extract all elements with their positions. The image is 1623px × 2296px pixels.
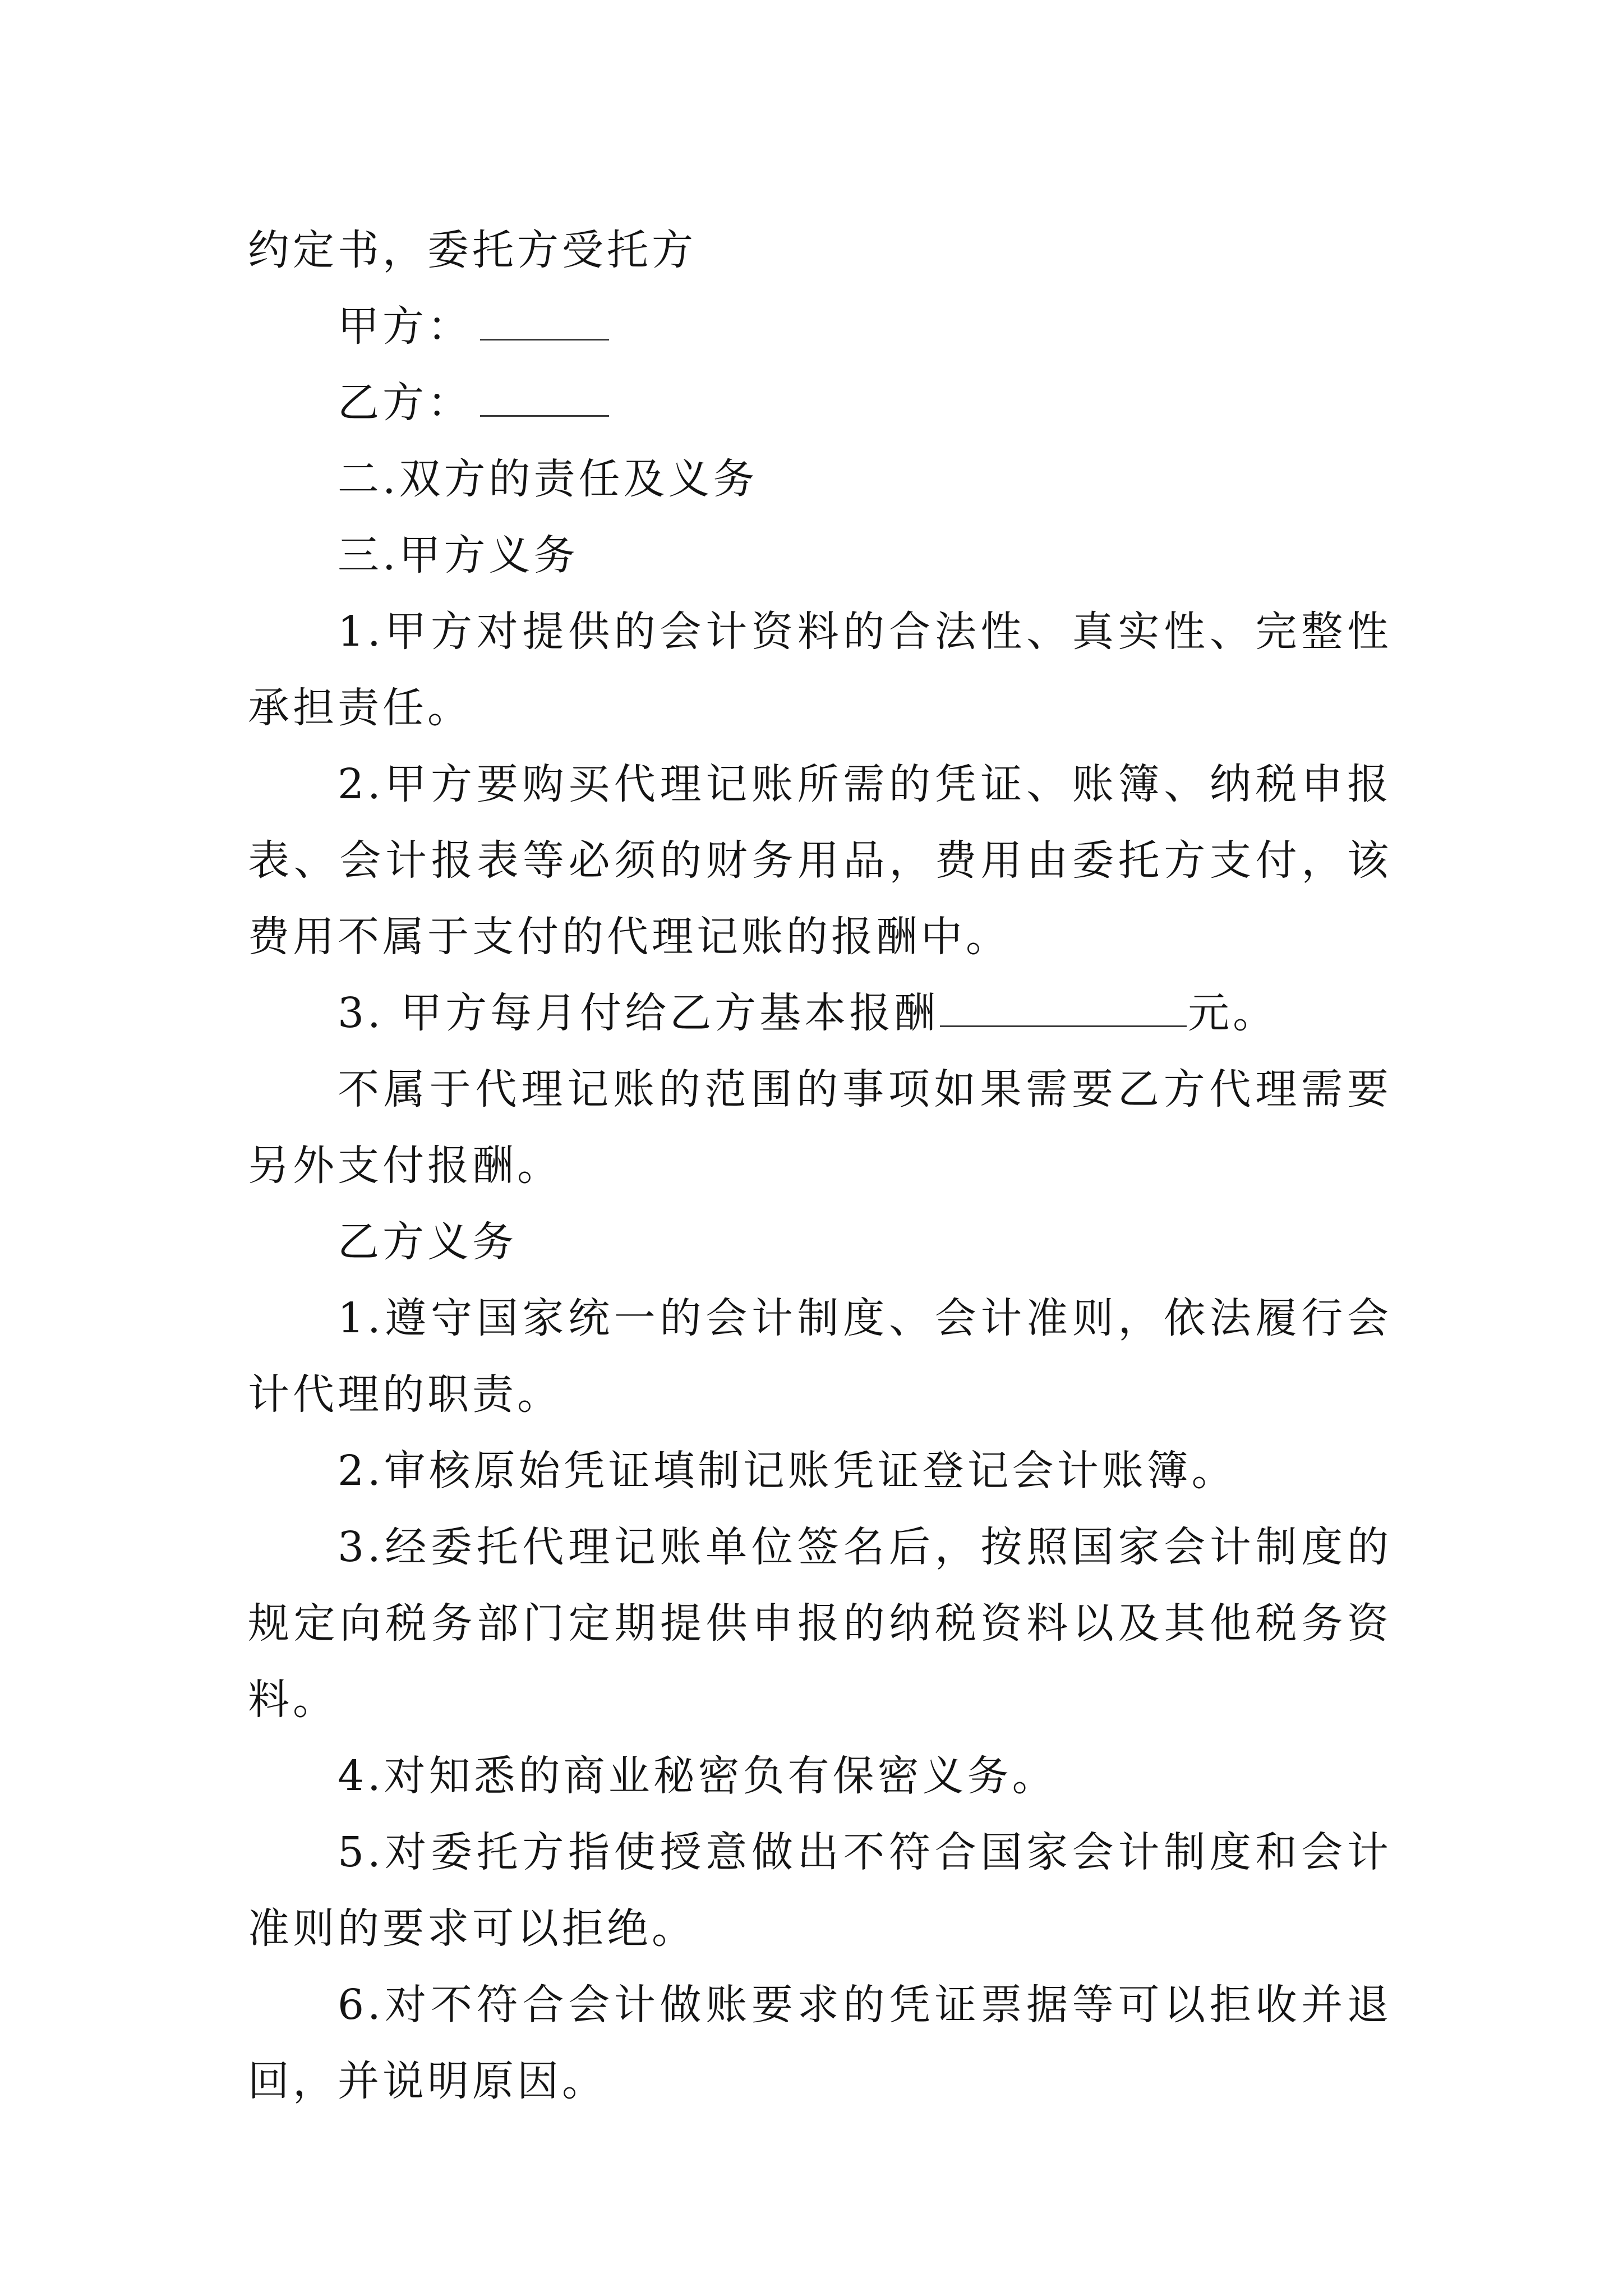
section-b-heading: 乙方义务 [338,1218,517,1266]
party-b-label: 乙方： [338,379,472,427]
document-body [248,212,1392,2119]
section-2-heading: 二.双方的责任及义务 [338,455,758,503]
party-b-line [248,365,1392,441]
party-b-duty-2: 2.审核原始凭证填制记账凭证登记会计账簿。 [338,1447,1237,1495]
party-a-duty-3-prefix: 3. 甲方每月付给乙方基本报酬 [338,989,939,1037]
party-b-duty-1: 1.遵守国家统一的会计制度、会计准则，依法履行会计代理的职责。 [248,1294,1392,1419]
party-a-duty-3-suffix: 元。 [1188,989,1278,1037]
party-b-duty-5: 5.对委托方指使授意做出不符合国家会计制度和会计准则的要求可以拒绝。 [248,1828,1392,1953]
party-b-duty-4: 4.对知悉的商业秘密负有保密义务。 [338,1752,1057,1800]
party-b-blank [480,376,609,417]
section-3-heading: 三.甲方义务 [338,531,579,579]
intro-line: 约定书，委托方受托方 [248,226,697,274]
fee-amount-blank [940,986,1187,1027]
party-a-blank [480,300,609,341]
party-a-duty-1: 1.甲方对提供的会计资料的合法性、真实性、完整性承担责任。 [248,608,1392,732]
party-b-duty-6: 6.对不符合会计做账要求的凭证票据等可以拒收并退回，并说明原因。 [248,1981,1392,2105]
party-a-line [248,288,1392,365]
party-a-duty-3 [248,975,1392,1051]
party-b-duty-3: 3.经委托代理记账单位签名后，按照国家会计制度的规定向税务部门定期提供申报的纳税资料以及其他税务资料。 [248,1523,1392,1724]
party-a-label: 甲方： [338,302,472,351]
party-a-duty-3-note: 不属于代理记账的范围的事项如果需要乙方代理需要另外支付报酬。 [248,1065,1392,1190]
party-a-duty-2: 2.甲方要购买代理记账所需的凭证、账簿、纳税申报表、会计报表等必须的财务用品，费用由委托方支付，该费用不属于支付的代理记账的报酬中。 [248,760,1392,961]
